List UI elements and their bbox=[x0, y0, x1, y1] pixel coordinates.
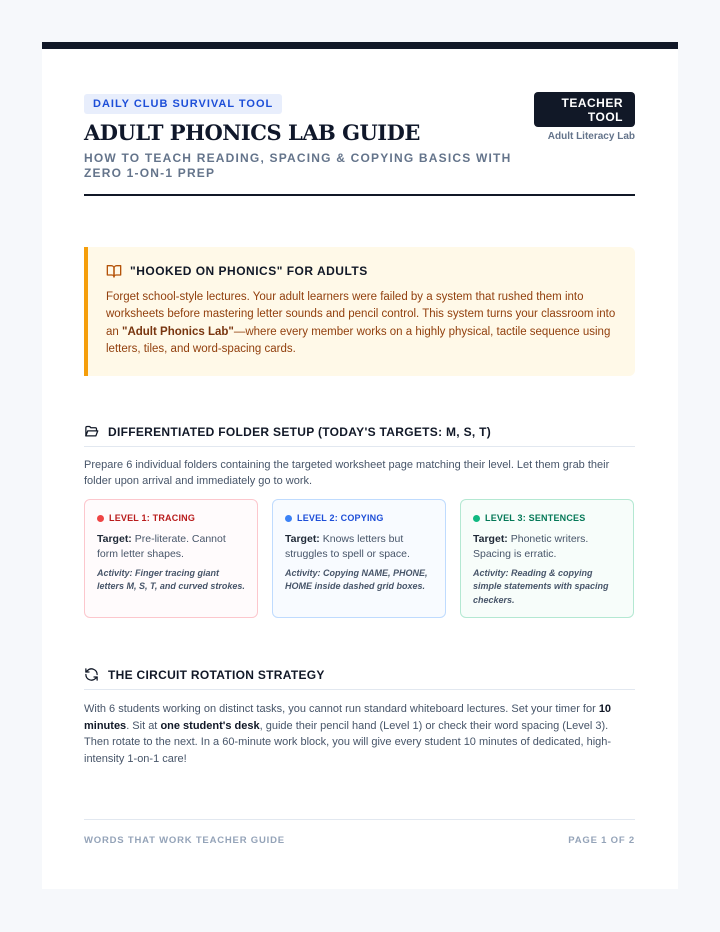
refresh-cycle-icon bbox=[84, 667, 100, 683]
level-2-card bbox=[272, 499, 446, 618]
rotation-bold-1: 10 minutes bbox=[84, 703, 612, 732]
target-label: Target: bbox=[473, 533, 508, 545]
level-1-dot-icon bbox=[97, 515, 104, 522]
target-text: Pre-literate. Cannot form letter shapes. bbox=[97, 533, 226, 560]
top-accent-bar bbox=[42, 42, 678, 49]
level-3-label: LEVEL 3: SENTENCES bbox=[485, 513, 586, 523]
rotation-text-2: . Sit at bbox=[126, 719, 161, 732]
rotation-bold-2: one student's desk bbox=[160, 719, 260, 732]
folder-section-header bbox=[84, 425, 635, 447]
page-number: PAGE 1 OF 2 bbox=[568, 835, 635, 846]
level-3-target bbox=[473, 532, 621, 562]
category-tag: DAILY CLUB SURVIVAL TOOL bbox=[84, 94, 282, 114]
teacher-tool-badge bbox=[534, 92, 635, 127]
rotation-text-1: With 6 students working on distinct tasks, you cannot run standard whiteboard lectures. Set your timer for bbox=[84, 703, 599, 715]
level-1-label: LEVEL 1: TRACING bbox=[109, 513, 196, 523]
level-2-dot-icon bbox=[285, 515, 292, 522]
target-label: Target: bbox=[285, 533, 320, 545]
level-3-card bbox=[460, 499, 634, 618]
rotation-section-header bbox=[84, 668, 635, 690]
level-3-activity: Activity: Reading & copying simple statements with spacing checkers. bbox=[473, 568, 609, 605]
callout-text-1: Forget school-style lectures. Your adult learners were failed by a system that rushed them into worksheets before mastering letter sounds and pencil control. This system turns your classroom into an bbox=[106, 291, 616, 338]
level-1-target bbox=[97, 532, 245, 562]
badge-caption: Adult Literacy Lab bbox=[547, 131, 635, 142]
intro-callout bbox=[84, 247, 635, 376]
callout-title: "HOOKED ON PHONICS" FOR ADULTS bbox=[130, 264, 368, 278]
level-2-activity: Activity: Copying NAME, PHONE, HOME inside dashed grid boxes. bbox=[285, 568, 428, 592]
level-2-label: LEVEL 2: COPYING bbox=[297, 513, 384, 523]
rotation-body bbox=[84, 701, 636, 768]
callout-body bbox=[106, 289, 617, 358]
target-text: Phonetic writers. Spacing is erratic. bbox=[473, 533, 589, 560]
badge-line-1: TEACHER bbox=[561, 96, 623, 110]
badge-line-2: TOOL bbox=[587, 110, 623, 124]
callout-text-2: —where every member works on a highly physical, tactile sequence using letters, tiles, and word-spacing cards. bbox=[106, 325, 611, 355]
callout-emphasis: "Adult Phonics Lab" bbox=[122, 325, 234, 338]
footer-divider bbox=[84, 819, 635, 820]
level-1-activity: Activity: Finger tracing giant letters M, S, T, and curved strokes. bbox=[97, 568, 245, 592]
target-label: Target: bbox=[97, 533, 132, 545]
page-title: ADULT PHONICS LAB GUIDE bbox=[84, 120, 420, 145]
header-divider bbox=[84, 194, 635, 196]
level-3-dot-icon bbox=[473, 515, 480, 522]
target-text: Knows letters but struggles to spell or space. bbox=[285, 533, 410, 560]
rotation-text-3: , guide their pencil hand (Level 1) or check their word spacing (Level 3). Then rotate to the next. In a 60-minute work block, you will give every student 10 minutes of dedicated, high-intensity 1-on-1 care! bbox=[84, 719, 612, 766]
folder-section-title: DIFFERENTIATED FOLDER SETUP (TODAY'S TARGETS: M, S, T) bbox=[108, 424, 492, 439]
guide-page bbox=[42, 42, 678, 889]
level-2-target bbox=[285, 532, 433, 562]
footer-title: WORDS THAT WORK TEACHER GUIDE bbox=[84, 835, 285, 846]
rotation-section-title: THE CIRCUIT ROTATION STRATEGY bbox=[108, 667, 325, 682]
level-cards bbox=[84, 499, 635, 618]
folder-open-icon bbox=[84, 424, 100, 440]
page-subtitle: HOW TO TEACH READING, SPACING & COPYING BASICS WITH ZERO 1-ON-1 PREP bbox=[84, 151, 512, 180]
folder-intro: Prepare 6 individual folders containing the targeted worksheet page matching their level. Let them grab their folder upon arrival and immediately go to work. bbox=[84, 459, 610, 487]
open-book-icon bbox=[106, 263, 122, 279]
level-1-card bbox=[84, 499, 258, 618]
